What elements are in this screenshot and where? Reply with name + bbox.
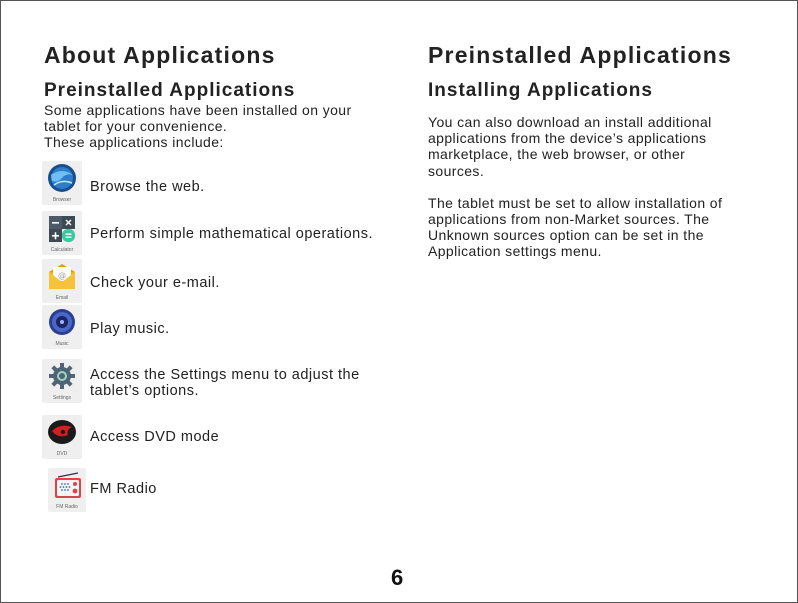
music-app-tile <box>42 305 82 349</box>
settings-icon <box>46 361 78 393</box>
para2-line-3: Unknown sources option can be set in the <box>428 227 704 243</box>
calculator-caption: Calculator <box>50 247 74 253</box>
para2-line-1: The tablet must be set to allow installation of <box>428 195 723 211</box>
para2-line-4: Application settings menu. <box>428 243 602 259</box>
right-subtitle: Installing Applications <box>428 80 653 101</box>
intro-line-1: Some applications have been installed on your <box>44 102 352 118</box>
fm-radio-icon <box>52 470 84 502</box>
music-icon <box>46 307 78 339</box>
intro-line-3: These applications include: <box>44 134 224 150</box>
settings-caption: Settings <box>52 395 72 401</box>
page-number: 6 <box>391 565 404 590</box>
calculator-icon <box>46 213 78 245</box>
email-caption: Email <box>55 295 69 301</box>
para1-line-4: sources. <box>428 163 485 179</box>
browser-caption: Browser <box>52 197 72 203</box>
music-description: Play music. <box>90 321 170 337</box>
fm-radio-description: FM Radio <box>90 481 157 497</box>
dvd-caption: DVD <box>56 451 68 457</box>
para1-line-1: You can also download an install additional <box>428 114 712 130</box>
browser-app-tile <box>42 161 82 205</box>
fm-radio-app-tile <box>48 468 86 512</box>
dvd-app-tile <box>42 415 82 459</box>
para1-line-2: applications from the device’s applications <box>428 130 707 146</box>
email-description: Check your e-mail. <box>90 275 220 291</box>
settings-description-line-1: Access the Settings menu to adjust the <box>90 367 360 383</box>
left-title: About Applications <box>44 42 276 68</box>
settings-description-line-2: tablet’s options. <box>90 383 199 399</box>
left-subtitle: Preinstalled Applications <box>44 80 296 101</box>
calculator-description: Perform simple mathematical operations. <box>90 226 374 242</box>
calculator-app-tile <box>42 211 82 255</box>
browser-description: Browse the web. <box>90 179 205 195</box>
dvd-description: Access DVD mode <box>90 429 220 445</box>
dvd-icon <box>46 417 78 449</box>
email-app-tile <box>42 259 82 303</box>
right-title: Preinstalled Applications <box>428 42 732 68</box>
svg-text:@: @ <box>58 271 66 280</box>
fm-radio-caption: FM Radio <box>56 504 78 510</box>
settings-app-tile <box>42 359 82 403</box>
intro-line-2: tablet for your convenience. <box>44 118 228 134</box>
email-icon <box>46 261 78 293</box>
para1-line-3: marketplace, the web browser, or other <box>428 146 686 162</box>
browser-icon <box>46 163 78 195</box>
music-caption: Music <box>55 341 69 347</box>
para2-line-2: applications from non-Market sources. The <box>428 211 710 227</box>
